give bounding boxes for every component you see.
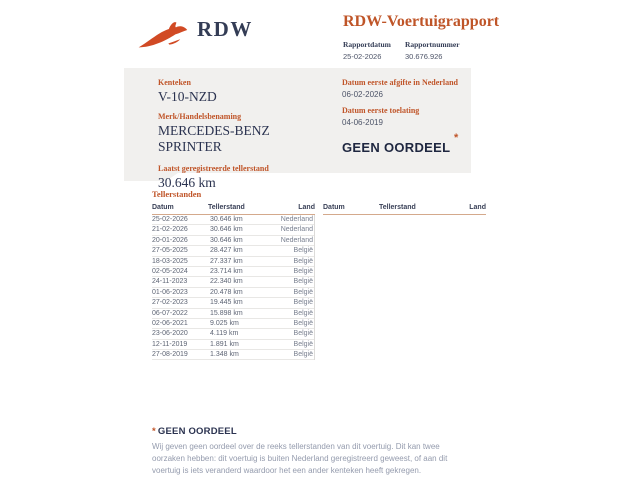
- vehicle-summary-box: [124, 68, 471, 190]
- column-header-land: Land: [469, 204, 486, 211]
- table-cell: 23-06-2020: [152, 330, 188, 338]
- table-cell: 30.646 km: [210, 236, 243, 244]
- report-date-block: [343, 40, 391, 61]
- report-meta: [343, 40, 499, 61]
- table-cell: 1.348 km: [210, 351, 239, 359]
- table-cell: België: [293, 330, 313, 338]
- table-row: [152, 319, 314, 329]
- table-row: [152, 267, 314, 277]
- table-cell: 28.427 km: [210, 247, 243, 255]
- table-cell: 12-11-2019: [152, 340, 188, 348]
- table-row: [152, 215, 314, 225]
- table-cell: Nederland: [280, 226, 313, 234]
- report-title: RDW-Voertuigrapport: [343, 13, 500, 30]
- verdict-asterisk: *: [454, 132, 459, 144]
- report-date-label: Rapportdatum: [343, 40, 391, 49]
- tellerstanden-table-right: [323, 204, 486, 360]
- toelating-label: Datum eerste toelating: [342, 106, 420, 115]
- table-cell: 27-02-2023: [152, 299, 188, 307]
- table-cell: 18-03-2025: [152, 257, 188, 265]
- kenteken-label: Kenteken: [158, 78, 191, 87]
- column-header-datum: Datum: [323, 204, 345, 211]
- table-cell: 02-06-2021: [152, 319, 188, 327]
- column-header-land: Land: [298, 204, 315, 211]
- footnote-body: Wij geven geen oordeel over de reeks tellerstanden van dit voertuig. Dit kan twee oorzaken hebben: dit voertuig is buiten Nederland geregistreerd geweest, of aan dit voertuig is iets veranderd waardoor het een ander kenteken heeft gekregen.: [152, 442, 448, 475]
- table-cell: België: [293, 319, 313, 327]
- table-row: [152, 288, 314, 298]
- table-row: [152, 277, 314, 287]
- table-cell: 19.445 km: [210, 299, 243, 307]
- afgifte-value: 06-02-2026: [342, 90, 383, 99]
- column-header-tellerstand: Tellerstand: [208, 204, 245, 211]
- merk-value-line2: SPRINTER: [158, 139, 222, 154]
- merk-value-line1: MERCEDES-BENZ: [158, 123, 270, 138]
- summary-right-column: [342, 78, 458, 155]
- table-cell: 20-01-2026: [152, 236, 188, 244]
- tellerstand-label: Laatst geregistreerde tellerstand: [158, 164, 269, 173]
- verdict-text: GEEN OORDEEL: [342, 140, 451, 155]
- table-cell: 06-07-2022: [152, 309, 188, 317]
- kenteken-value: V-10-NZD: [158, 89, 217, 104]
- table-body: [152, 215, 315, 360]
- table-row: [152, 340, 314, 350]
- toelating-value: 04-06-2019: [342, 118, 383, 127]
- report-number-block: [405, 40, 460, 61]
- table-cell: 20.478 km: [210, 288, 243, 296]
- report-number-label: Rapportnummer: [404, 40, 460, 49]
- afgifte-label: Datum eerste afgifte in Nederland: [342, 78, 458, 87]
- merk-label: Merk/Handelsbenaming: [158, 112, 242, 121]
- report-number-value: 30.676.926: [404, 52, 443, 61]
- table-cell: 24-11-2023: [152, 278, 188, 286]
- table-header-row: [323, 204, 486, 215]
- table-cell: 21-02-2026: [152, 226, 188, 234]
- column-header-tellerstand: Tellerstand: [379, 204, 416, 211]
- table-cell: 30.646 km: [210, 226, 243, 234]
- table-row: [152, 236, 314, 246]
- table-cell: België: [293, 299, 313, 307]
- table-cell: 25-02-2026: [152, 216, 188, 223]
- tellerstanden-section: [152, 189, 486, 360]
- table-cell: 9.025 km: [210, 319, 239, 327]
- tellerstanden-table-left: [152, 204, 315, 360]
- table-cell: België: [293, 278, 313, 286]
- footnote-asterisk: *: [152, 426, 156, 437]
- table-row: [152, 257, 314, 267]
- table-cell: 27.337 km: [210, 257, 243, 265]
- table-cell: België: [293, 340, 313, 348]
- table-cell: 15.898 km: [210, 309, 243, 317]
- summary-left-column: [158, 78, 270, 191]
- table-cell: 02-05-2024: [152, 267, 188, 275]
- rdw-logo-wordmark: RDW: [197, 17, 253, 41]
- table-cell: 4.119 km: [210, 330, 239, 338]
- table-row: [152, 298, 314, 308]
- table-row: [152, 246, 314, 256]
- footnote-title-text: GEEN OORDEEL: [157, 426, 237, 437]
- rdw-logo-icon: [137, 19, 191, 53]
- footnote-title: [152, 426, 464, 437]
- table-cell: 27-05-2025: [152, 247, 188, 255]
- report-header: [343, 13, 499, 61]
- table-cell: Nederland: [280, 216, 313, 223]
- table-cell: 01-06-2023: [152, 288, 188, 296]
- table-cell: België: [293, 267, 313, 275]
- table-cell: 1.891 km: [210, 340, 239, 348]
- table-cell: België: [293, 309, 313, 317]
- table-row: [152, 329, 314, 339]
- table-cell: Nederland: [280, 236, 313, 244]
- tellerstand-value: 30.646 km: [158, 175, 216, 190]
- tellerstanden-title: Tellerstanden: [152, 189, 202, 199]
- verdict-footnote: [152, 426, 464, 476]
- table-cell: 27-08-2019: [152, 351, 188, 359]
- column-header-datum: Datum: [152, 204, 174, 211]
- table-row: [152, 350, 314, 360]
- table-cell: 30.646 km: [210, 216, 243, 223]
- table-cell: België: [293, 288, 313, 296]
- table-row: [152, 309, 314, 319]
- table-header-row: [152, 204, 315, 215]
- table-cell: België: [293, 257, 313, 265]
- report-date-value: 25-02-2026: [343, 52, 382, 61]
- table-row: [152, 225, 314, 235]
- table-cell: 23.714 km: [210, 267, 243, 275]
- table-cell: België: [293, 351, 313, 359]
- tellerstanden-tables: [152, 204, 486, 360]
- table-cell: 22.340 km: [210, 278, 243, 286]
- table-cell: België: [293, 247, 313, 255]
